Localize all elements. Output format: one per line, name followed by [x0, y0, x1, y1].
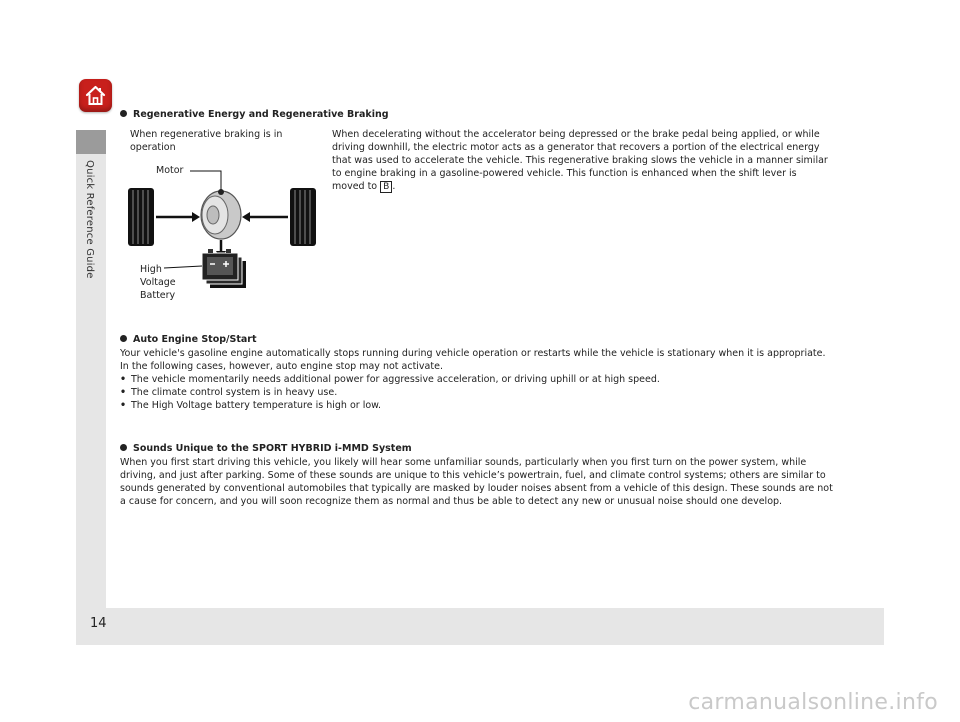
battery-label [140, 263, 176, 302]
sounds-paragraph: When you first start driving this vehicle, you likely will hear some unfamiliar sounds, particularly when you first turn on the power system, while driving, and just after parking. Some of these sounds are unique to this vehicle’s powertrain, fuel, and climate control systems; others are similar to sounds generated by conventional automobiles that typically are masked by louder noises absent from a vehicle of this design. These sounds are not a cause for concern, and you will soon recognize them as normal and thus be able to detect any new or unusual noise should one develop. [120, 457, 833, 507]
heading-text: Sounds Unique to the SPORT HYBRID i-MMD System [133, 443, 412, 454]
list-item: • The climate control system is in heavy use. [120, 386, 840, 399]
motor-icon [201, 189, 241, 239]
motor-label: Motor [156, 165, 184, 176]
home-icon [84, 84, 107, 107]
wheel-right-icon [290, 188, 316, 246]
battery-label-line: High [140, 264, 162, 275]
heading-text: Regenerative Energy and Regenerative Braking [133, 109, 389, 120]
bullet-icon [120, 444, 127, 451]
bullet-icon [120, 110, 127, 117]
list-item: • The vehicle momentarily needs additional power for aggressive acceleration, or driving uphill or at high speed. [120, 373, 840, 386]
auto-stop-paragraph: Your vehicle's gasoline engine automatically stops running during vehicle operation or restarts while the vehicle is stationary when it is appropriate. [120, 348, 826, 359]
section-heading-sounds [120, 443, 412, 454]
watermark: carmanualsonline.info [688, 690, 938, 715]
battery-label-line: Battery [140, 290, 176, 301]
battery-icon [202, 249, 246, 288]
footer-bar [76, 608, 884, 645]
bullet-icon [120, 335, 127, 342]
shift-position-b-icon: B [380, 181, 392, 193]
page-number: 14 [90, 616, 107, 631]
section-heading-auto-stop [120, 334, 257, 345]
regen-braking-diagram [120, 160, 330, 310]
sidebar-tab[interactable] [76, 130, 106, 154]
home-button[interactable] [79, 79, 112, 112]
regen-paragraph-text: When decelerating without the accelerator being depressed or the brake pedal being applied, or while driving downhill, the electric motor acts as a generator that recovers a portion of the electrical energy that was used to accelerate the vehicle. This regenerative braking slows the vehicle in a manner similar to engine braking in a gasoline-powered vehicle. This function is enhanced when the shift lever is moved to [332, 129, 828, 192]
battery-label-line: Voltage [140, 277, 176, 288]
wheel-left-icon [128, 188, 154, 246]
regen-paragraph [332, 128, 832, 193]
diagram-caption: When regenerative braking is in operation [130, 129, 283, 153]
auto-stop-body [120, 347, 840, 412]
heading-text: Auto Engine Stop/Start [133, 334, 257, 345]
auto-stop-intro: In the following cases, however, auto engine stop may not activate. [120, 361, 443, 372]
list-item: • The High Voltage battery temperature is high or low. [120, 399, 840, 412]
sidebar-label[interactable]: Quick Reference Guide [84, 160, 95, 279]
section-heading-regen [120, 109, 389, 120]
regen-paragraph-end: . [392, 181, 396, 192]
